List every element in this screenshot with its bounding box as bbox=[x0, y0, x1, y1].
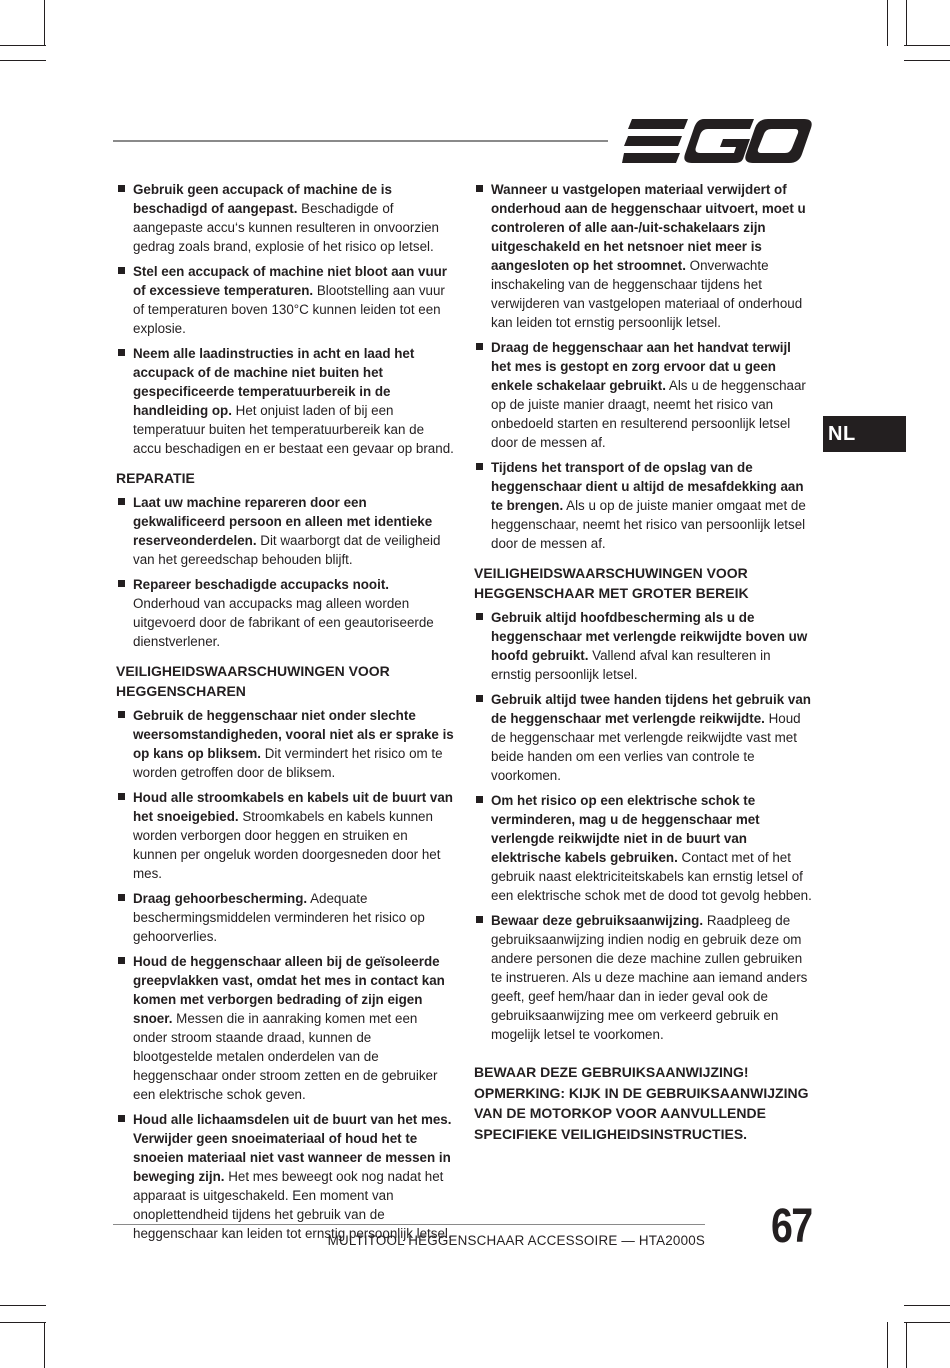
crop-mark bbox=[887, 0, 888, 46]
list-item bbox=[116, 952, 454, 1104]
square-bullet-icon bbox=[118, 498, 125, 505]
item-text: Vallend afval kan resulteren in ernstig persoonlijk letsel. bbox=[491, 648, 771, 682]
right-column bbox=[474, 180, 812, 1144]
closing-line-save: BEWAAR DEZE GEBRUIKSAANWIJZING! bbox=[474, 1064, 749, 1080]
item-text: Raadpleeg de gebruiksaanwijzing indien nodig en gebruik deze om andere personen die deze machine zullen gebruiken te instrueren. Als u deze machine aan iemand anders geeft, geef hem/haar dan in ieder geval ook de gebruiksaanwijzing mee om verkeerd gebruik en mogelijk letsel te voorkomen. bbox=[491, 913, 808, 1042]
item-bold-text: Draag de heggenschaar aan het handvat terwijl het mes is gestopt en zorg ervoor dat u geen enkele schakelaar gebruikt. bbox=[491, 340, 791, 393]
item-bold-text: Om het risico op een elektrische schok te verminderen, mag u de heggenschaar met verlengde reikwijdte niet in de buurt van elektrische kabels gebruiken. bbox=[491, 793, 760, 865]
item-text: Het onjuist laden of bij een temperatuur buiten het temperatuurbereik kan de accu beschadigen en er bestaat een gevaar op brand. bbox=[133, 403, 454, 456]
item-bold-text: Houd de heggenschaar alleen bij de geïsoleerde greepvlakken vast, omdat het mes in contact kan komen met verborgen bedrading of zijn eigen snoer. bbox=[133, 954, 445, 1026]
item-bold-text: Neem alle laadinstructies in acht en laad het accupack of de machine niet buiten het gespecificeerde temperatuurbereik in de handleiding op. bbox=[133, 346, 415, 418]
list-item bbox=[116, 262, 454, 338]
item-bold-text: Tijdens het transport of de opslag van de heggenschaar dient u altijd de mesafdekking aan te brengen. bbox=[491, 460, 804, 513]
square-bullet-icon bbox=[118, 894, 125, 901]
crop-mark bbox=[904, 1322, 950, 1323]
crop-mark bbox=[906, 1322, 907, 1368]
square-bullet-icon bbox=[476, 613, 483, 620]
item-bold-text: Bewaar deze gebruiksaanwijzing. bbox=[491, 913, 704, 928]
square-bullet-icon bbox=[118, 267, 125, 274]
closing-line-note: OPMERKING: KIJK IN DE GEBRUIKSAANWIJZING VAN DE MOTORKOP VOOR AANVULLENDE SPECIFIEKE VEILIGHEIDSINSTRUCTIES. bbox=[474, 1084, 809, 1142]
square-bullet-icon bbox=[476, 796, 483, 803]
item-bold-text: Draag gehoorbescherming. bbox=[133, 891, 308, 906]
item-text: Contact met of het gebruik naast elektriciteitskabels kan ernstig letsel of een elektrische schok met de dood tot gevolg hebben. bbox=[491, 850, 812, 903]
section-heading: VEILIGHEIDSWAARSCHUWINGEN VOOR HEGGENSCHAREN bbox=[116, 663, 390, 699]
item-bold-text: Laat uw machine repareren door een gekwalificeerd persoon en alleen met identieke reserveonderdelen. bbox=[133, 495, 433, 548]
list-item bbox=[116, 706, 454, 782]
list-item bbox=[474, 791, 812, 905]
header-rule bbox=[113, 140, 608, 142]
item-text: Als u op de juiste manier omgaat met de heggenschaar, neemt het risico van persoonlijk letsel door de messen af. bbox=[491, 498, 806, 551]
square-bullet-icon bbox=[476, 185, 483, 192]
item-bold-text: Houd alle lichaamsdelen uit de buurt van het mes. Verwijder geen snoeimateriaal of houd het te snoeien materiaal niet vast wanneer de messen in beweging zijn. bbox=[133, 1112, 452, 1184]
list-item bbox=[116, 575, 454, 651]
item-text: Als u de heggenschaar op de juiste manier draagt, neemt het risico van onbedoeld starten en resulterend persoonlijk letsel door de messen af. bbox=[491, 378, 806, 450]
square-bullet-icon bbox=[118, 711, 125, 718]
item-text: Dit vermindert het risico om te worden getroffen door de bliksem. bbox=[133, 746, 443, 780]
crop-mark bbox=[44, 0, 45, 46]
crop-mark bbox=[0, 45, 46, 46]
item-bold-text: Repareer beschadigde accupacks nooit. bbox=[133, 577, 390, 592]
list-item bbox=[474, 911, 812, 1044]
item-text: Houd de heggenschaar met verlengde reikwijdte vast met beide handen om een verlies van controle te voorkomen. bbox=[491, 711, 801, 783]
item-text: Messen die in aanraking komen met een onder stroom staande draad, kunnen de blootgestelde metalen onderdelen van de heggenschaar onder stroom zetten en de gebruiker een elektrische schok geven. bbox=[133, 1011, 438, 1102]
item-text: Het mes beweegt ook nog nadat het apparaat is uitgeschakeld. Een moment van onoplettendheid tijdens het gebruik van de heggenschaar kan leiden tot ernstig persoonlijk letsel. bbox=[133, 1169, 452, 1241]
square-bullet-icon bbox=[476, 463, 483, 470]
square-bullet-icon bbox=[118, 1115, 125, 1122]
crop-mark bbox=[904, 1305, 950, 1306]
language-tab: NL bbox=[823, 416, 906, 452]
item-text: Onverwachte inschakeling van de heggenschaar tijdens het verwijderen van vastgelopen materiaal of onderhoud kan leiden tot ernstig persoonlijk letsel. bbox=[491, 258, 803, 330]
ego-logo bbox=[622, 119, 812, 163]
closing-notice bbox=[474, 1062, 812, 1144]
page-number: 67 bbox=[771, 1200, 812, 1253]
left-column bbox=[116, 180, 454, 1249]
square-bullet-icon bbox=[118, 580, 125, 587]
square-bullet-icon bbox=[118, 793, 125, 800]
crop-mark bbox=[0, 60, 46, 61]
crop-mark bbox=[0, 1305, 46, 1306]
item-text: Blootstelling aan vuur of temperaturen boven 130°C kunnen leiden tot een explosie. bbox=[133, 283, 445, 336]
footer-rule bbox=[113, 1224, 705, 1225]
list-item bbox=[116, 493, 454, 569]
item-bold-text: Gebruik de heggenschaar niet onder slechte weersomstandigheden, vooral niet als er sprake is op kans op bliksem. bbox=[133, 708, 454, 761]
item-text: Adequate beschermingsmiddelen verminderen het risico op gehoorverlies. bbox=[133, 891, 425, 944]
footer-title: MULTITOOL HEGGENSCHAAR ACCESSOIRE — HTA2000S bbox=[327, 1233, 705, 1248]
list-item bbox=[474, 180, 812, 332]
crop-mark bbox=[904, 45, 950, 46]
list-item bbox=[116, 788, 454, 883]
item-bold-text: Stel een accupack of machine niet bloot aan vuur of excessieve temperaturen. bbox=[133, 264, 448, 298]
list-item bbox=[116, 889, 454, 946]
square-bullet-icon bbox=[476, 695, 483, 702]
square-bullet-icon bbox=[476, 343, 483, 350]
crop-mark bbox=[904, 60, 950, 61]
crop-mark bbox=[44, 1322, 45, 1368]
item-bold-text: Gebruik altijd hoofdbescherming als u de heggenschaar met verlengde reikwijdte boven uw hoofd gebruikt. bbox=[491, 610, 808, 663]
list-item bbox=[116, 344, 454, 458]
list-item bbox=[474, 608, 812, 684]
crop-mark bbox=[906, 0, 907, 46]
square-bullet-icon bbox=[118, 349, 125, 356]
item-bold-text: Wanneer u vastgelopen materiaal verwijdert of onderhoud aan de heggenschaar uitvoert, moet u controleren of alle aan-/uit-schakelaars zijn uitgeschakeld en het netsnoer niet meer is aangesloten op het stroomnet. bbox=[491, 182, 806, 273]
item-text: Beschadigde of aangepaste accu‘s kunnen resulteren in onvoorzien gedrag zoals brand, explosie of het risico op letsel. bbox=[133, 201, 439, 254]
list-item bbox=[474, 338, 812, 452]
section-heading: VEILIGHEIDSWAARSCHUWINGEN VOOR HEGGENSCHAAR MET GROTER BEREIK bbox=[474, 565, 749, 601]
square-bullet-icon bbox=[476, 916, 483, 923]
item-bold-text: Gebruik altijd twee handen tijdens het gebruik van de heggenschaar met verlengde reikwijdte. bbox=[491, 692, 811, 726]
item-text: Stroomkabels en kabels kunnen worden verborgen door heggen en struiken en kunnen per ongeluk worden doorgesneden door het mes. bbox=[133, 809, 441, 881]
item-bold-text: Houd alle stroomkabels en kabels uit de buurt van het snoeigebied. bbox=[133, 790, 453, 824]
list-item bbox=[116, 180, 454, 256]
list-item bbox=[474, 458, 812, 553]
square-bullet-icon bbox=[118, 957, 125, 964]
item-text: Dit waarborgt dat de veiligheid van het gereedschap behouden blijft. bbox=[133, 533, 441, 567]
section-heading: REPARATIE bbox=[116, 470, 195, 486]
square-bullet-icon bbox=[118, 185, 125, 192]
item-bold-text: Gebruik geen accupack of machine de is beschadigd of aangepast. bbox=[133, 182, 392, 216]
crop-mark bbox=[887, 1322, 888, 1368]
crop-mark bbox=[0, 1322, 46, 1323]
list-item bbox=[474, 690, 812, 785]
item-text: Onderhoud van accupacks mag alleen worden uitgevoerd door de fabrikant of een geautoriseerde dienstverlener. bbox=[133, 596, 434, 649]
